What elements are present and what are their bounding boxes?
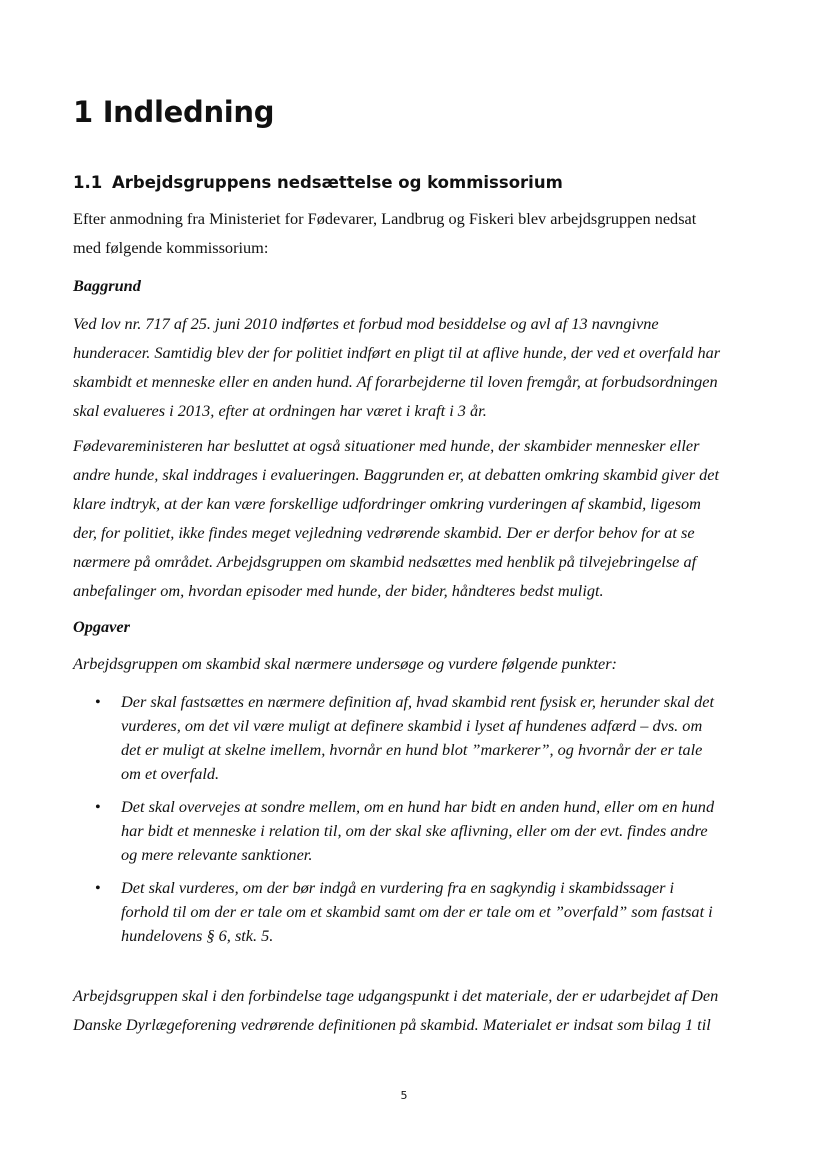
paragraph-line: hunderacer. Samtidig blev der for politiet indført en pligt til at aflive hunde, der ved et overfald har (73, 343, 721, 362)
opgaver-heading: Opgaver (73, 617, 130, 636)
chapter-heading (73, 92, 274, 132)
baggrund-heading: Baggrund (73, 276, 141, 295)
section-heading (73, 171, 563, 195)
intro-paragraph (73, 204, 763, 262)
paragraph-line: skambidt et menneske eller en anden hund. Af forarbejderne til loven fremgår, at forbudsordningen (73, 372, 718, 391)
section-number: 1.1 (73, 173, 103, 192)
paragraph-line: Fødevareministeren har besluttet at også situationer med hunde, der skambider mennesker eller (73, 436, 700, 455)
list-item-line: har bidt et menneske i relation til, om der skal ske aflivning, eller om der evt. findes andre (121, 821, 708, 840)
opgaver-intro: Arbejdsgruppen om skambid skal nærmere undersøge og vurdere følgende punkter: (73, 654, 617, 673)
section-title: Arbejdsgruppens nedsættelse og kommissorium (112, 173, 563, 192)
paragraph-line: anbefalinger om, hvordan episoder med hunde, der bider, håndteres bedst muligt. (73, 581, 604, 600)
baggrund-paragraph-2 (73, 431, 763, 605)
chapter-title: Indledning (102, 95, 275, 129)
list-item-line: Der skal fastsættes en nærmere definition af, hvad skambid rent fysisk er, herunder skal det (121, 692, 714, 711)
list-item-line: om et overfald. (121, 764, 220, 783)
list-item-line: Det skal vurderes, om der bør indgå en vurdering fra en sagkyndig i skambidssager i (121, 878, 675, 897)
intro-line: med følgende kommissorium: (73, 238, 269, 257)
list-item-line: og mere relevante sanktioner. (121, 845, 313, 864)
paragraph-line: Arbejdsgruppen skal i den forbindelse tage udgangspunkt i det materiale, der er udarbejdet af Den (73, 986, 719, 1005)
closing-paragraph (73, 981, 763, 1039)
bullet-icon: • (95, 878, 101, 897)
list-item-line: det er muligt at skelne imellem, hvornår en hund blot ”markerer”, og hvornår der er tale (121, 740, 703, 759)
paragraph-line: der, for politiet, ikke findes meget vejledning vedrørende skambid. Der er derfor behov for at se (73, 523, 695, 542)
list-item-line: Det skal overvejes at sondre mellem, om en hund har bidt en anden hund, eller om en hund (121, 797, 715, 816)
chapter-number: 1 (73, 95, 93, 129)
paragraph-line: skal evalueres i 2013, efter at ordningen har været i kraft i 3 år. (73, 401, 487, 420)
list-item-line: vurderes, om det vil være muligt at definere skambid i lyset af hundenes adfærd – dvs. om (121, 716, 703, 735)
paragraph-line: andre hunde, skal inddrages i evalueringen. Baggrunden er, at debatten omkring skambid giver det (73, 465, 720, 484)
baggrund-paragraph-1 (73, 309, 763, 425)
page-number: 5 (400, 1089, 408, 1102)
intro-line: Efter anmodning fra Ministeriet for Fødevarer, Landbrug og Fiskeri blev arbejdsgruppen nedsat (73, 209, 697, 228)
paragraph-line: nærmere på området. Arbejdsgruppen om skambid nedsættes med henblik på tilvejebringelse af (73, 552, 697, 571)
paragraph-line: Ved lov nr. 717 af 25. juni 2010 indførtes et forbud mod besiddelse og avl af 13 navngivne (73, 314, 659, 333)
list-item (95, 795, 755, 867)
list-item-line: hundelovens § 6, stk. 5. (121, 926, 274, 945)
paragraph-line: klare indtryk, at der kan være forskellige udfordringer omkring vurderingen af skambid, ligesom (73, 494, 701, 513)
bullet-icon: • (95, 692, 101, 711)
task-list (95, 690, 755, 957)
bullet-icon: • (95, 797, 101, 816)
list-item (95, 876, 755, 948)
list-item-line: forhold til om der er tale om et skambid samt om der er tale om et ”overfald” som fastsat i (121, 902, 713, 921)
list-item (95, 690, 755, 786)
paragraph-line: Danske Dyrlægeforening vedrørende definitionen på skambid. Materialet er indsat som bilag 1 til (73, 1015, 711, 1034)
